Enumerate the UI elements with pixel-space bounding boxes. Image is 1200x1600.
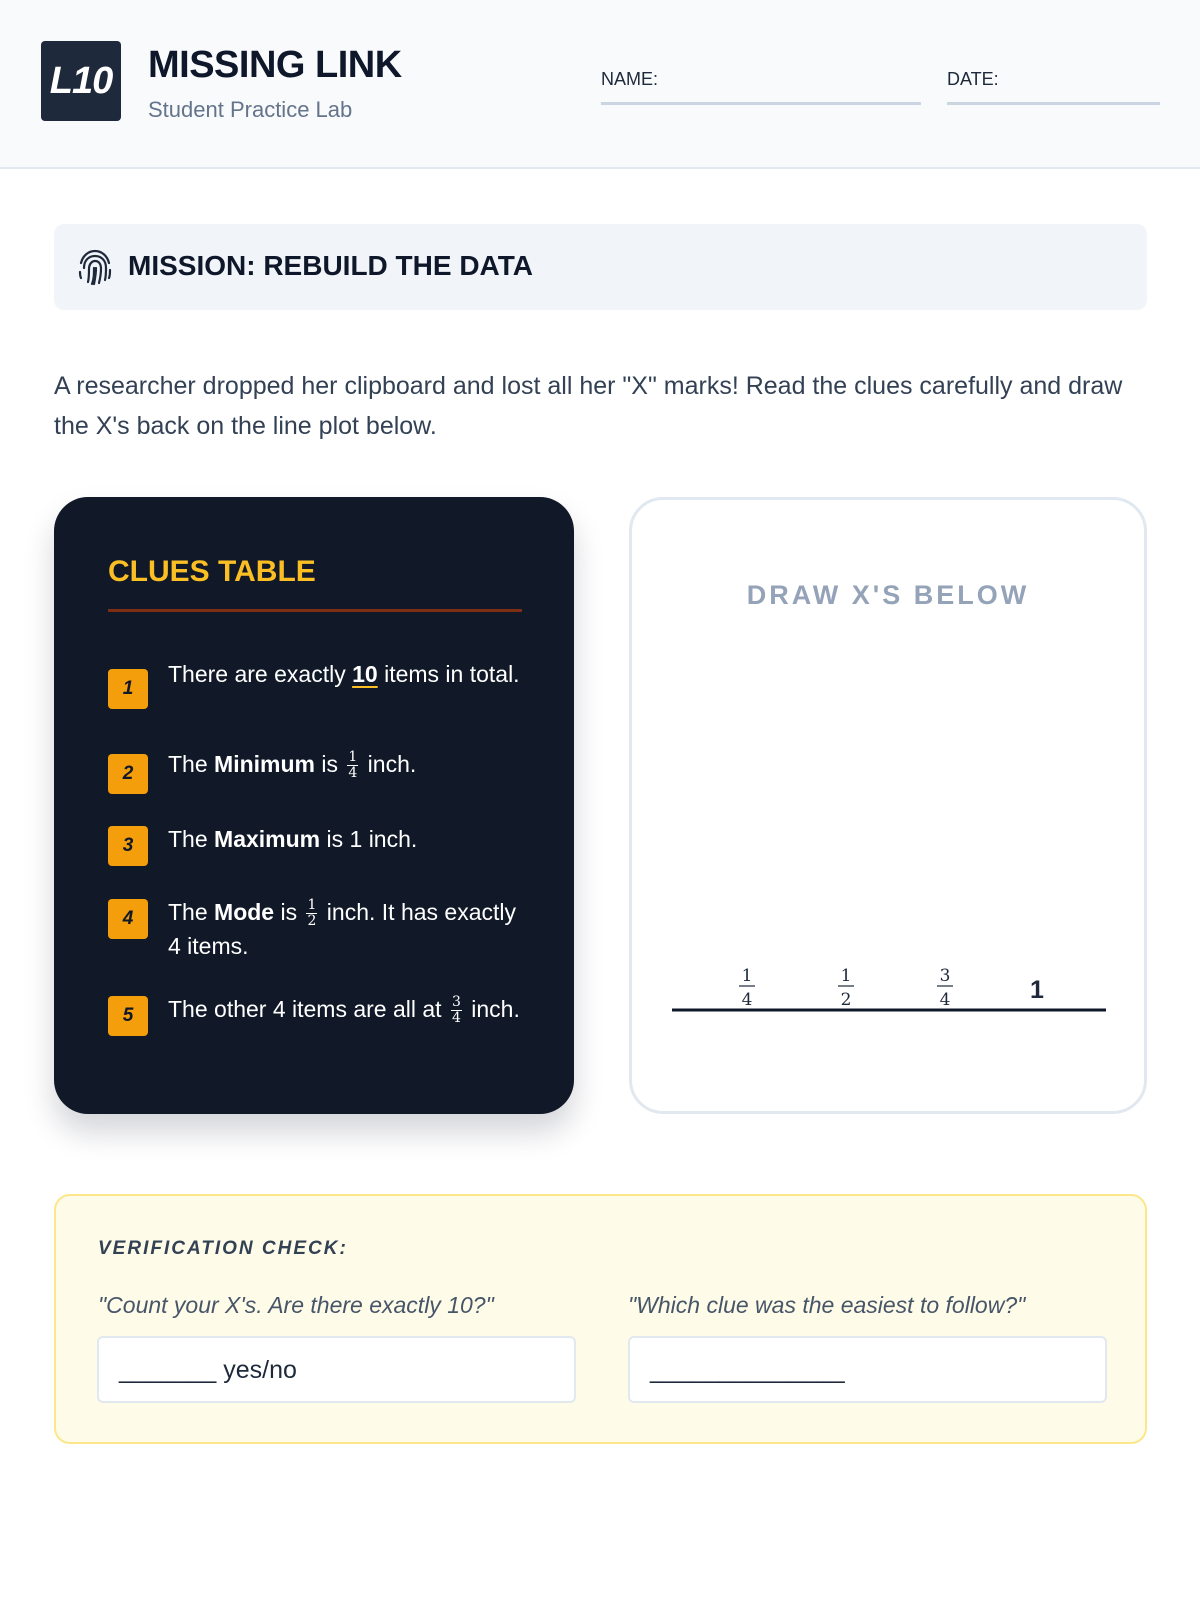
- svg-text:3: 3: [939, 966, 951, 986]
- svg-text:1: 1: [741, 966, 753, 986]
- line-plot-card[interactable]: [629, 497, 1147, 1114]
- page-title: MISSING LINK: [148, 44, 402, 86]
- question-count: "Count your X's. Are there exactly 10?": [98, 1292, 494, 1318]
- fraction: $\frac{1}{4}$: [348, 749, 358, 782]
- fraction: $\frac{3}{4}$: [451, 994, 461, 1027]
- svg-text:4: 4: [741, 990, 753, 1010]
- mission-banner: [54, 224, 1147, 310]
- tick-label-one: 1: [1030, 976, 1044, 1004]
- answer-easiest-clue-field[interactable]: ______________: [628, 1336, 1107, 1403]
- date-field[interactable]: [947, 69, 1160, 105]
- clues-title: CLUES TABLE: [108, 555, 316, 588]
- tick-label-quarter: [739, 966, 755, 1010]
- svg-text:4: 4: [939, 990, 951, 1010]
- name-field[interactable]: [601, 69, 921, 105]
- fingerprint-icon: [74, 246, 116, 288]
- clue-text: The Maximum is 1 inch.: [168, 826, 418, 852]
- name-label: NAME:: [601, 69, 659, 89]
- clue-number-badge: 3: [108, 826, 148, 866]
- clue-highlight: 10: [352, 661, 378, 687]
- answer-count-field[interactable]: _______ yes/no: [97, 1336, 576, 1403]
- page-header: [0, 0, 1200, 169]
- intro-text: A researcher dropped her clipboard and lost all her "X" marks! Read the clues carefully and draw the X's back on the line plot below.: [54, 372, 1123, 440]
- clue-text: There are exactly 10 items in total.: [168, 661, 520, 687]
- clue-number-badge: 1: [108, 669, 148, 709]
- clues-card: [54, 497, 574, 1114]
- plot-title: DRAW X'S BELOW: [746, 580, 1030, 610]
- line-plot[interactable]: [632, 500, 1144, 1111]
- fraction: $\frac{1}{2}$: [307, 897, 317, 930]
- tick-label-half: [838, 966, 854, 1010]
- clue-text: The other 4 items are all at $\frac{3}{4}$ inch.: [168, 994, 520, 1027]
- svg-text:1: 1: [840, 966, 852, 986]
- clue-number-badge: 4: [108, 899, 148, 939]
- verification-title: VERIFICATION CHECK:: [98, 1238, 348, 1259]
- clue-text: The Minimum is $\frac{1}{4}$ inch.: [168, 749, 417, 782]
- lesson-logo: L10: [41, 41, 121, 121]
- page-subtitle: Student Practice Lab: [148, 97, 353, 122]
- clue-text: The Mode is $\frac{1}{2}$ inch. It has exactly 4 items.: [168, 897, 516, 960]
- tick-label-three-quarters: [937, 966, 953, 1010]
- clues-divider: [108, 609, 522, 612]
- question-easiest-clue: "Which clue was the easiest to follow?": [628, 1292, 1026, 1318]
- clue-number-badge: 2: [108, 754, 148, 794]
- date-label: DATE:: [947, 69, 999, 89]
- mission-title: MISSION: REBUILD THE DATA: [128, 250, 533, 281]
- clue-number-badge: 5: [108, 996, 148, 1036]
- verification-check: [54, 1194, 1147, 1444]
- svg-text:2: 2: [840, 990, 852, 1010]
